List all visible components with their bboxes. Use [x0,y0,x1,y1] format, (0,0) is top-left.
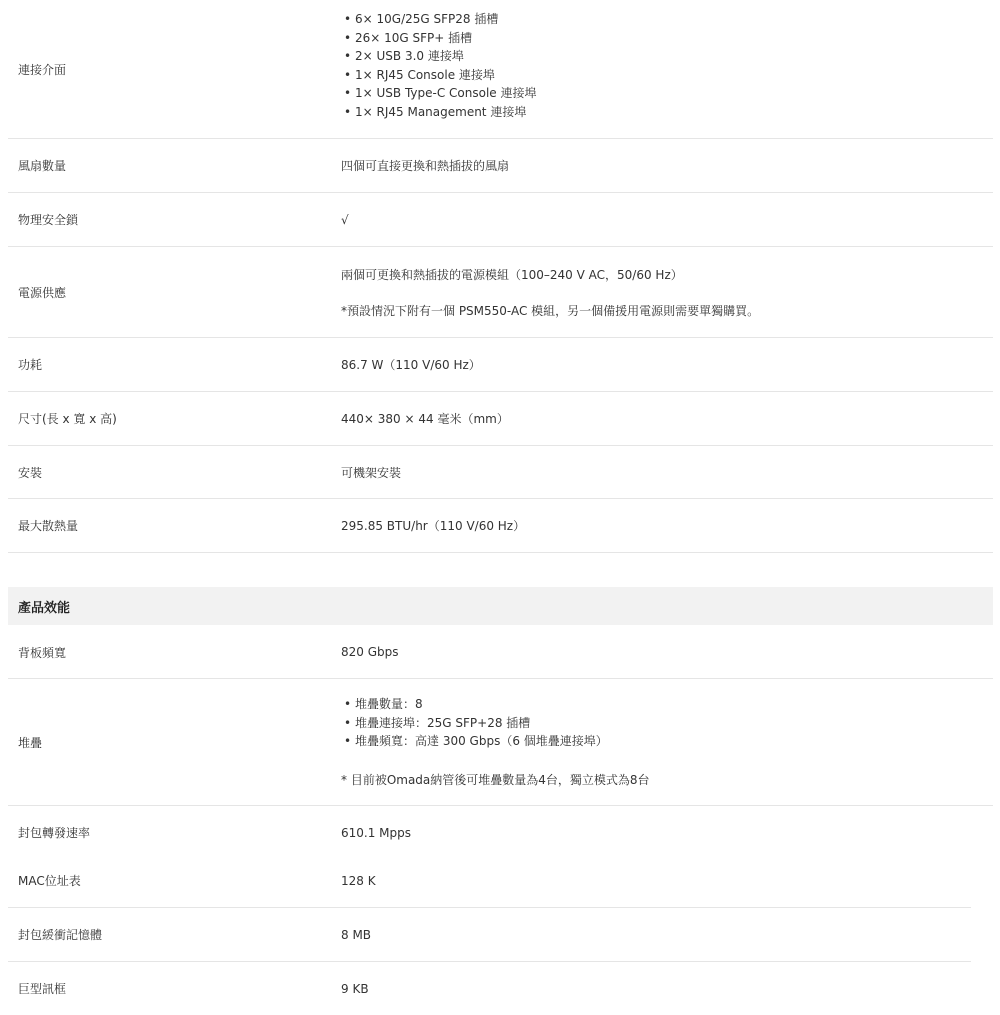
spec-value: 可機架安裝 [341,465,402,480]
section-header-performance [8,587,993,625]
list-item: • 6× 10G/25G SFP28 插槽 [341,10,537,29]
perf-row-mac-table [8,854,971,908]
perf-row-packet-buffer [8,908,971,962]
spec-value [341,247,759,337]
spec-value [341,0,537,138]
check-mark: √ [341,212,349,227]
spec-row-interfaces [8,0,993,139]
list-item: • 1× RJ45 Management 連接埠 [341,103,537,122]
spec-row-heat-dissipation [8,499,993,553]
list-item: • 1× USB Type-C Console 連接埠 [341,84,537,103]
spec-label: 物理安全鎖 [18,213,79,227]
spec-label: 巨型訊框 [18,982,67,996]
list-item: • 堆疊數量：8 [341,695,650,714]
spec-label: 風扇數量 [18,159,67,173]
perf-row-backplane-bandwidth [8,626,993,679]
spec-label: 背板頻寬 [18,645,67,660]
spec-value [341,679,650,805]
spec-row-power-supply [8,247,993,338]
spec-value: 295.85 BTU/hr（110 V/60 Hz） [341,519,526,533]
spec-row-security-lock [8,193,993,247]
spec-value: 610.1 Mpps [341,825,412,840]
spec-value: 9 KB [341,981,369,996]
list-item: • 26× 10G SFP+ 插槽 [341,29,537,48]
list-item: • 堆疊連接埠：25G SFP+28 插槽 [341,714,650,733]
spec-label: 堆疊 [18,735,43,750]
spec-value: 820 Gbps [341,645,399,659]
spec-row-mounting [8,446,993,499]
interface-list [341,10,537,121]
perf-row-jumbo-frame [8,962,993,1015]
perf-row-stacking [8,679,993,806]
stacking-note: * 目前被Omada納管後可堆疊數量為4台，獨立模式為8台 [341,772,650,787]
spec-label: 封包緩衝記憶體 [18,928,103,942]
spec-label: 尺寸(長 x 寬 x 高) [18,412,117,426]
spec-label: 安裝 [18,465,43,480]
spec-row-power-consumption [8,338,993,392]
spec-label: 功耗 [18,358,43,372]
power-supply-text: 兩個可更換和熱插拔的電源模組（100–240 V AC，50/60 Hz） [341,267,683,282]
section-title: 產品效能 [18,600,71,616]
spec-row-dimensions [8,392,993,446]
spec-value: 440× 380 × 44 毫米（mm） [341,412,509,426]
spec-label: 封包轉發速率 [18,826,91,840]
stacking-list [341,695,650,751]
spec-row-fans [8,139,993,193]
spec-label: MAC位址表 [18,874,81,888]
spec-value: 四個可直接更換和熱插拔的風扇 [341,159,510,173]
list-item: • 1× RJ45 Console 連接埠 [341,66,537,85]
spec-label: 最大散熱量 [18,519,79,533]
spec-label: 連接介面 [18,62,67,77]
list-item: • 堆疊頻寬：高達 300 Gbps（6 個堆疊連接埠） [341,732,650,751]
spec-value: 86.7 W（110 V/60 Hz） [341,358,481,372]
spec-value: 128 K [341,873,376,888]
spec-value: 8 MB [341,927,372,942]
list-item: • 2× USB 3.0 連接埠 [341,47,537,66]
power-supply-note: *預設情況下附有一個 PSM550-AC 模組，另一個備援用電源則需要單獨購買。 [341,303,760,318]
spec-label: 電源供應 [18,285,67,300]
perf-row-forwarding-rate [8,806,993,859]
